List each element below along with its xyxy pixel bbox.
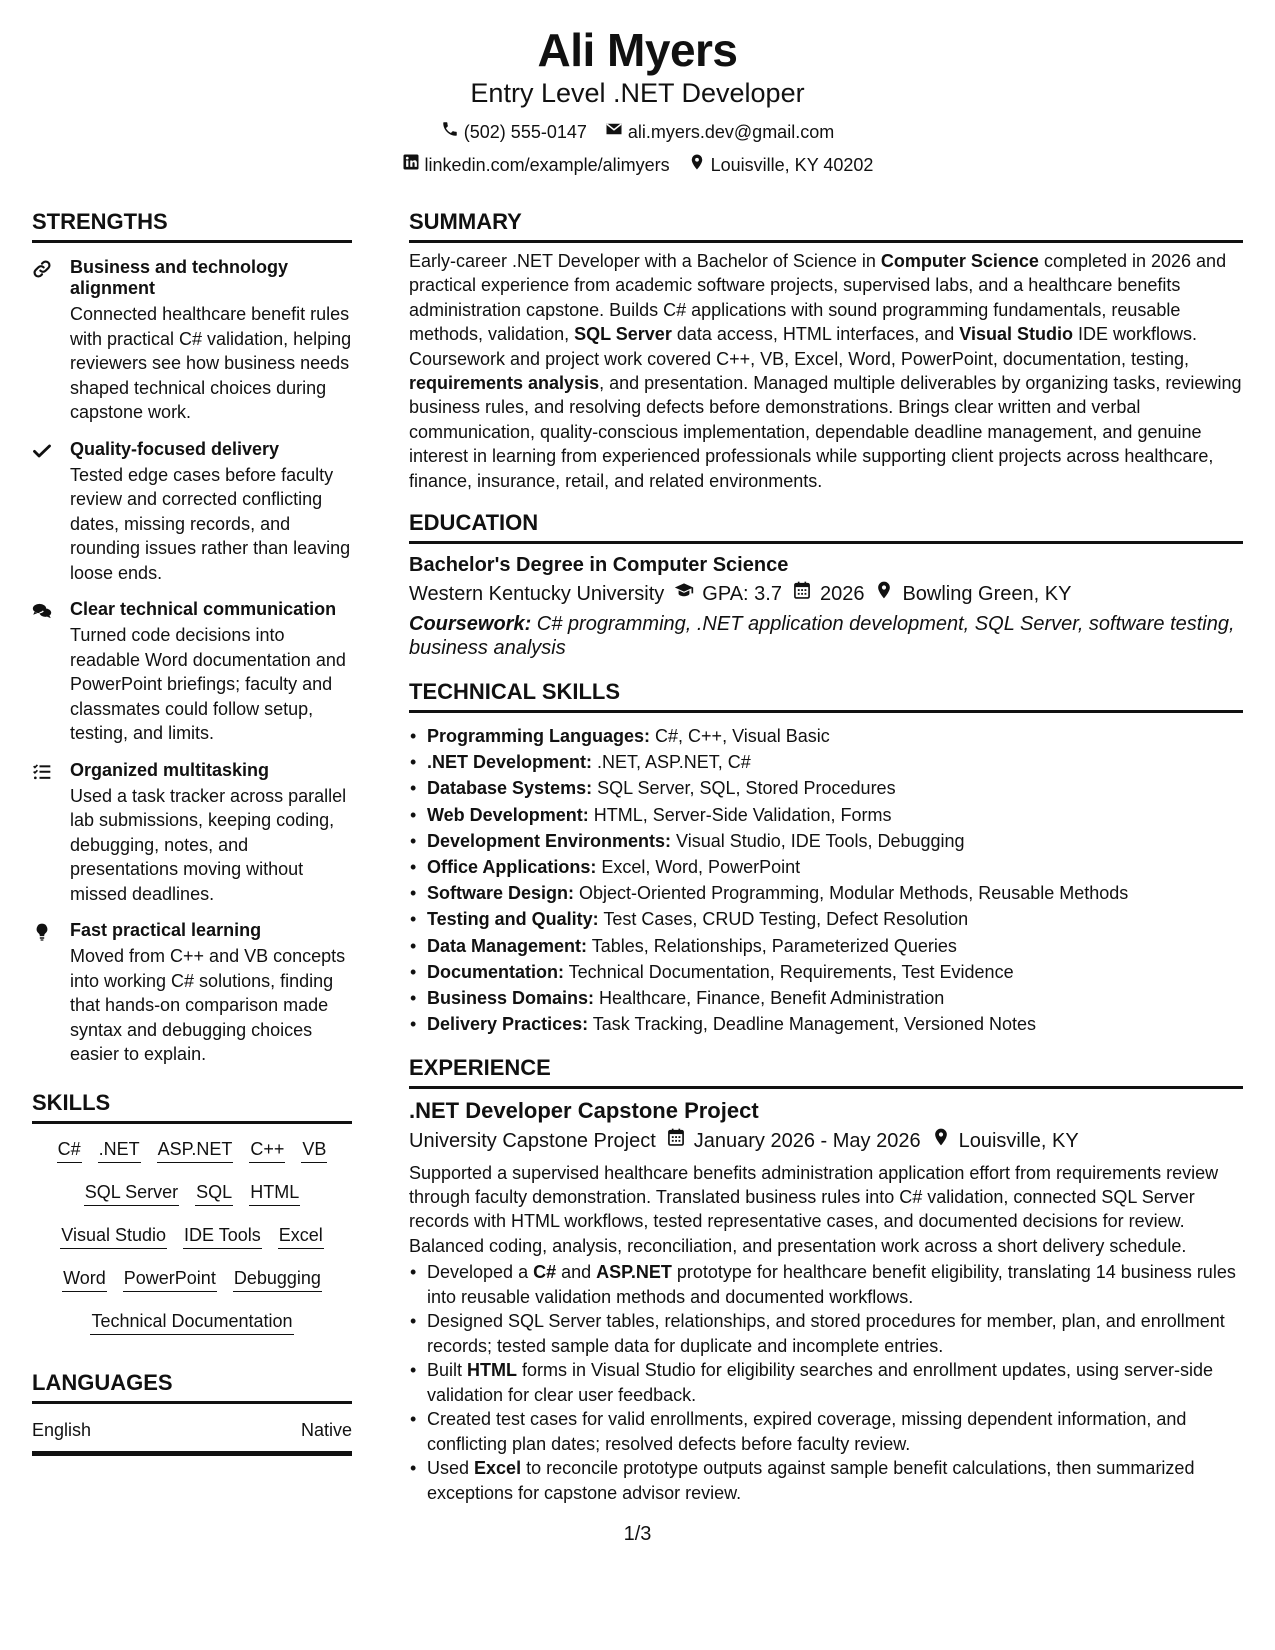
- strength-text: Turned code decisions into readable Word documentation and PowerPoint briefings; faculty and classmates could follow setup, testing, and limits.: [70, 625, 346, 743]
- technical-skills-list: [409, 723, 1243, 1037]
- strengths-heading: STRENGTHS: [32, 209, 168, 234]
- check-icon: [32, 439, 70, 586]
- list-item: • Data Management: Tables, Relationships, Parameterized Queries: [409, 933, 1243, 959]
- language-row: [32, 1418, 352, 1442]
- list-item: • Development Environments: Visual Studio, IDE Tools, Debugging: [409, 828, 1243, 854]
- summary-section: [409, 208, 1243, 493]
- summary-text: Early-career .NET Developer with a Bachelor of Science in Computer Science completed in 2026 and practical experience from academic software projects, supervised labs, and a healthcare benefits administration capstone. Builds C# applications with sound programming fundamentals, reusable methods, validation, SQL Server data access, HTML interfaces, and Visual Studio IDE workflows. Coursework and project work covered C++, VB, Excel, Word, PowerPoint, documentation, testing, requirements analysis, and presentation. Managed multiple deliverables by organizing tasks, reviewing business rules, and resolving defects before demonstrations. Brings clear written and verbal communication, quality-conscious implementation, dependable deadline management, and genuine interest in learning from experienced professionals while supporting client projects across healthcare, finance, insurance, retail, and related environments.: [409, 251, 1242, 491]
- languages-heading: LANGUAGES: [32, 1369, 173, 1395]
- map-pin-icon: [874, 580, 894, 608]
- education-section: [409, 509, 1243, 660]
- skill-tag: PowerPoint: [123, 1265, 217, 1292]
- list-item: • Testing and Quality: Test Cases, CRUD Testing, Defect Resolution: [409, 906, 1243, 932]
- list-item: • Created test cases for valid enrollments, expired coverage, missing dependent information, and conflicting plan dates; resolved defects before faculty review.: [409, 1407, 1243, 1456]
- graduation-cap-icon: [674, 580, 694, 608]
- skill-tag: Excel: [278, 1222, 324, 1249]
- skill-tag: Technical Documentation: [90, 1308, 293, 1335]
- skill-tag: Debugging: [233, 1265, 322, 1292]
- list-item: • Business Domains: Healthcare, Finance, Benefit Administration: [409, 985, 1243, 1011]
- technical-skills-section: [409, 678, 1243, 1037]
- job-organization: University Capstone Project: [409, 1129, 656, 1152]
- list-item: • Designed SQL Server tables, relationships, and stored procedures for member, plan, and enrollment records; tested sample data for duplicate and incomplete entries.: [409, 1309, 1243, 1358]
- strength-text: Connected healthcare benefit rules with practical C# validation, helping reviewers see how business needs shaped technical choices during capstone work.: [70, 304, 352, 422]
- strength-item: [32, 439, 352, 586]
- list-item: • Built HTML forms in Visual Studio for eligibility searches and enrollment updates, using server-side validation for clear user feedback.: [409, 1358, 1243, 1407]
- job-meta: [409, 1127, 1243, 1155]
- section-divider: [409, 541, 1243, 544]
- lightbulb-icon: [32, 920, 70, 1067]
- skill-tag: Word: [62, 1265, 107, 1292]
- skill-tag: HTML: [249, 1179, 300, 1206]
- strength-title: Fast practical learning: [70, 920, 262, 940]
- strength-item: [32, 920, 352, 1067]
- skill-tag: Visual Studio: [60, 1222, 167, 1249]
- section-divider: [409, 710, 1243, 713]
- strength-text: Used a task tracker across parallel lab submissions, keeping coding, debugging, notes, and presentations moving without missed deadlines.: [70, 785, 347, 904]
- list-item: • Database Systems: SQL Server, SQL, Stored Procedures: [409, 775, 1243, 801]
- job-location: Louisville, KY: [958, 1129, 1079, 1152]
- strength-item: [32, 257, 352, 425]
- strength-text: Tested edge cases before faculty review and corrected conflicting dates, missing records, and rounding issues rather than leaving loose ends.: [70, 464, 351, 583]
- language-level-bar: [32, 1451, 352, 1456]
- section-divider: [32, 1121, 352, 1124]
- location-text: Louisville, KY 40202: [710, 154, 874, 175]
- language-name: English: [32, 1419, 92, 1440]
- phone-icon: [441, 120, 459, 143]
- linkedin-contact: [402, 153, 670, 176]
- skill-tag: C#: [57, 1136, 82, 1163]
- skill-tag: SQL Server: [84, 1179, 179, 1206]
- degree-title: Bachelor's Degree in Computer Science: [409, 554, 789, 577]
- skill-tag-row: [32, 1136, 352, 1163]
- job-dates: January 2026 - May 2026: [693, 1129, 921, 1152]
- candidate-name: Ali Myers: [537, 24, 738, 76]
- list-item: • Programming Languages: C#, C++, Visual Basic: [409, 723, 1243, 749]
- contact-row-2: [0, 153, 1275, 176]
- experience-section: [409, 1054, 1243, 1506]
- strength-text: Moved from C++ and VB concepts into working C# solutions, finding that hands-on comparison made syntax and debugging choices easier to explain.: [70, 946, 346, 1064]
- strength-title: Business and technology alignment: [70, 257, 289, 298]
- envelope-icon: [605, 120, 623, 143]
- calendar-icon: [666, 1127, 686, 1155]
- graduation-year: 2026: [819, 583, 865, 606]
- phone-text[interactable]: (502) 555-0147: [463, 121, 587, 142]
- education-meta: [409, 580, 1243, 608]
- strengths-section: [32, 208, 352, 1067]
- candidate-title: Entry Level .NET Developer: [470, 78, 805, 108]
- coursework: Coursework: C# programming, .NET application development, SQL Server, software testing, business analysis: [409, 613, 1235, 660]
- strength-title: Quality-focused delivery: [70, 438, 280, 459]
- list-item: • Used Excel to reconcile prototype outputs against sample benefit calculations, then summarized exceptions for capstone advisor review.: [409, 1456, 1243, 1505]
- school-name: Western Kentucky University: [409, 583, 665, 606]
- link-icon: [32, 257, 70, 425]
- calendar-icon: [792, 580, 812, 608]
- contact-row-1: [0, 120, 1275, 143]
- job-description: Supported a supervised healthcare benefits administration application effort from requirements review through faculty demonstration. Translated business rules into C# validation, connected SQL Server records with HTML workflows, tested representative cases, and documented decisions for review. Balanced coding, analysis, reconciliation, and presentation work across a short delivery schedule.: [409, 1162, 1219, 1256]
- linkedin-text[interactable]: linkedin.com/example/alimyers: [424, 154, 670, 175]
- section-divider: [32, 240, 352, 243]
- skill-tag: VB: [301, 1136, 327, 1163]
- skill-tag: ASP.NET: [157, 1136, 234, 1163]
- skill-tags: [32, 1136, 352, 1335]
- strength-title: Organized multitasking: [70, 759, 270, 780]
- skill-tag: SQL: [195, 1179, 233, 1206]
- skill-tag-row: [32, 1222, 352, 1249]
- strength-title: Clear technical communication: [70, 599, 337, 619]
- year-item: [792, 580, 865, 608]
- list-item: • Software Design: Object-Oriented Programming, Modular Methods, Reusable Methods: [409, 880, 1243, 906]
- comments-icon: [32, 599, 70, 746]
- linkedin-icon: [402, 153, 420, 176]
- email-contact: [605, 120, 834, 143]
- list-item: • Office Applications: Excel, Word, PowerPoint: [409, 854, 1243, 880]
- map-pin-icon: [931, 1127, 951, 1155]
- strength-item: [32, 760, 352, 907]
- skills-section: [32, 1089, 352, 1335]
- school-location: Bowling Green, KY: [902, 583, 1072, 606]
- list-item: • Documentation: Technical Documentation, Requirements, Test Evidence: [409, 959, 1243, 985]
- skill-tag: .NET: [98, 1136, 141, 1163]
- section-divider: [409, 240, 1243, 243]
- experience-heading: EXPERIENCE: [409, 1054, 551, 1080]
- strength-item: [32, 599, 352, 746]
- list-item: • Delivery Practices: Task Tracking, Deadline Management, Versioned Notes: [409, 1011, 1243, 1037]
- right-column: [409, 208, 1243, 1505]
- task-list-icon: [32, 760, 70, 907]
- technical-skills-heading: TECHNICAL SKILLS: [409, 679, 621, 705]
- list-item: • .NET Development: .NET, ASP.NET, C#: [409, 749, 1243, 775]
- left-column: [32, 208, 352, 1456]
- job-location-item: [931, 1127, 1079, 1155]
- summary-heading: SUMMARY: [409, 209, 522, 234]
- page-number: 1/3: [623, 1523, 652, 1545]
- skill-tag-row: [32, 1308, 352, 1335]
- skills-heading: SKILLS: [32, 1089, 111, 1115]
- phone-contact: [441, 120, 587, 143]
- education-heading: EDUCATION: [409, 510, 539, 536]
- section-divider: [32, 1401, 352, 1404]
- section-divider: [409, 1086, 1243, 1089]
- map-pin-icon: [688, 153, 706, 176]
- location-contact: [688, 153, 874, 176]
- list-item: • Developed a C# and ASP.NET prototype for healthcare benefit eligibility, translating 14 business rules into reusable validation methods and documented workflows.: [409, 1260, 1243, 1309]
- gpa-item: [674, 580, 782, 608]
- language-level: Native: [300, 1419, 352, 1440]
- resume-header: [0, 24, 1275, 176]
- job-title: .NET Developer Capstone Project: [409, 1097, 759, 1123]
- skill-tag-row: [32, 1265, 352, 1292]
- gpa-text: GPA: 3.7: [702, 583, 782, 606]
- edu-location-item: [874, 580, 1071, 608]
- languages-section: [32, 1369, 352, 1456]
- job-bullets: [409, 1260, 1243, 1505]
- skill-tag-row: [32, 1179, 352, 1206]
- job-dates-item: [666, 1127, 921, 1155]
- skill-tag: C++: [249, 1136, 285, 1163]
- email-text[interactable]: ali.myers.dev@gmail.com: [627, 121, 835, 142]
- list-item: • Web Development: HTML, Server-Side Validation, Forms: [409, 802, 1243, 828]
- skill-tag: IDE Tools: [183, 1222, 262, 1249]
